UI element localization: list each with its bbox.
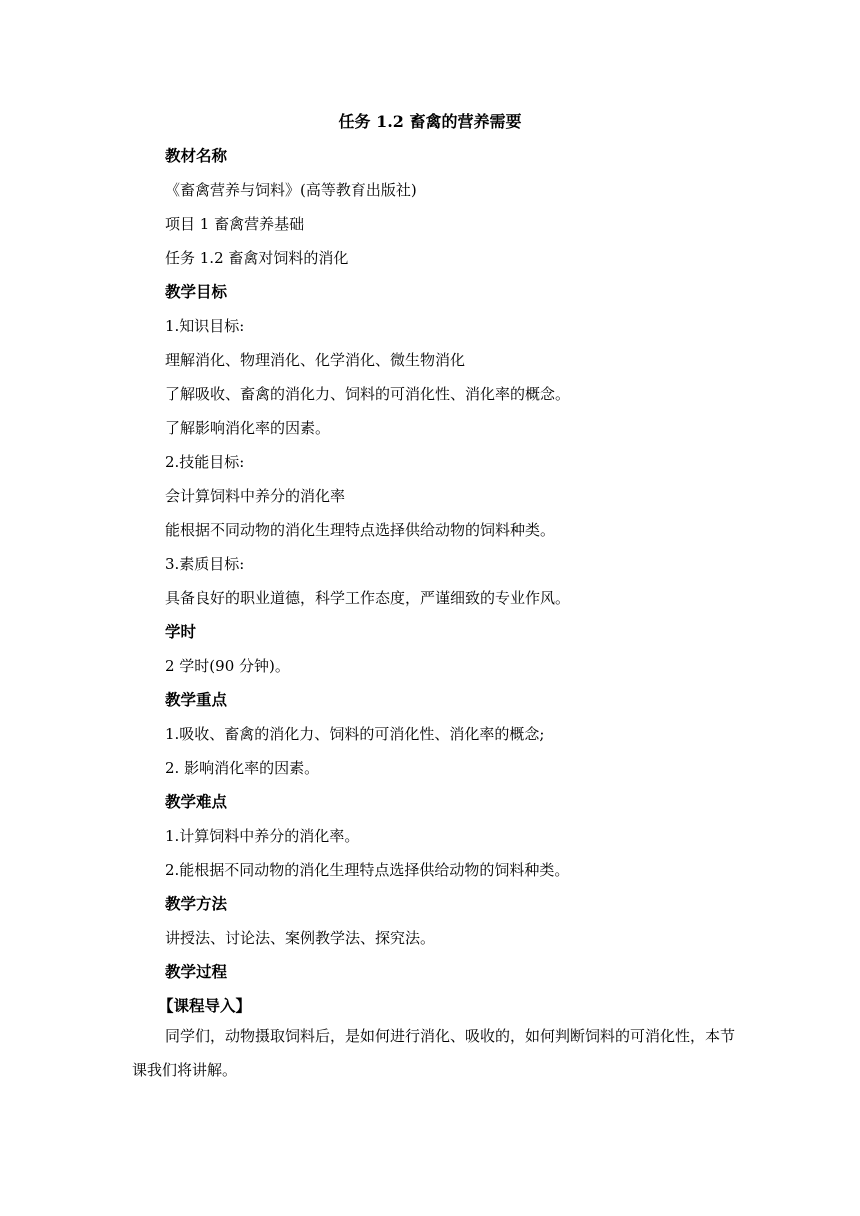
heading-difficulties: 教学难点 — [165, 792, 228, 811]
heading-process: 教学过程 — [165, 962, 228, 981]
heading-textbook: 教材名称 — [165, 146, 228, 165]
heading-course-intro: 【课程导入】 — [158, 996, 252, 1015]
objective-skill-item: 会计算饲料中养分的消化率 — [165, 487, 346, 505]
methods-value: 讲授法、讨论法、案例教学法、探究法。 — [165, 929, 436, 947]
textbook-book: 《畜禽营养与饲料》(高等教育出版社) — [165, 181, 417, 199]
course-intro-paragraph: 同学们，动物摄取饲料后，是如何进行消化、吸收的，如何判断饲料的可消化性，本节课我们将讲解。 — [132, 1027, 736, 1079]
heading-methods: 教学方法 — [165, 894, 228, 913]
textbook-project: 项目 1 畜禽营养基础 — [165, 215, 305, 233]
heading-hours: 学时 — [165, 622, 197, 641]
objective-quality-item: 具备良好的职业道德，科学工作态度，严谨细致的专业作风。 — [165, 589, 571, 607]
objective-knowledge-item: 了解吸收、畜禽的消化力、饲料的可消化性、消化率的概念。 — [165, 385, 571, 403]
difficulty-item: 2.能根据不同动物的消化生理特点选择供给动物的饲料种类。 — [165, 861, 570, 879]
textbook-task: 任务 1.2 畜禽对饲料的消化 — [165, 249, 349, 267]
objective-skill-label: 2.技能目标: — [165, 453, 245, 471]
difficulty-item: 1.计算饲料中养分的消化率。 — [165, 827, 360, 845]
heading-key-points: 教学重点 — [165, 690, 228, 709]
hours-value: 2 学时(90 分钟)。 — [165, 657, 290, 675]
heading-objectives: 教学目标 — [165, 282, 228, 301]
objective-skill-item: 能根据不同动物的消化生理特点选择供给动物的饲料种类。 — [165, 521, 556, 539]
objective-knowledge-item: 了解影响消化率的因素。 — [165, 419, 331, 437]
key-point-item: 1.吸收、畜禽的消化力、饲料的可消化性、消化率的概念; — [165, 725, 545, 743]
objective-quality-label: 3.素质目标: — [165, 555, 245, 573]
objective-knowledge-item: 理解消化、物理消化、化学消化、微生物消化 — [165, 351, 466, 369]
key-point-item: 2. 影响消化率的因素。 — [165, 759, 320, 777]
objective-knowledge-label: 1.知识目标: — [165, 317, 245, 335]
document-title: 任务 1.2 畜禽的营养需要 — [338, 112, 522, 131]
